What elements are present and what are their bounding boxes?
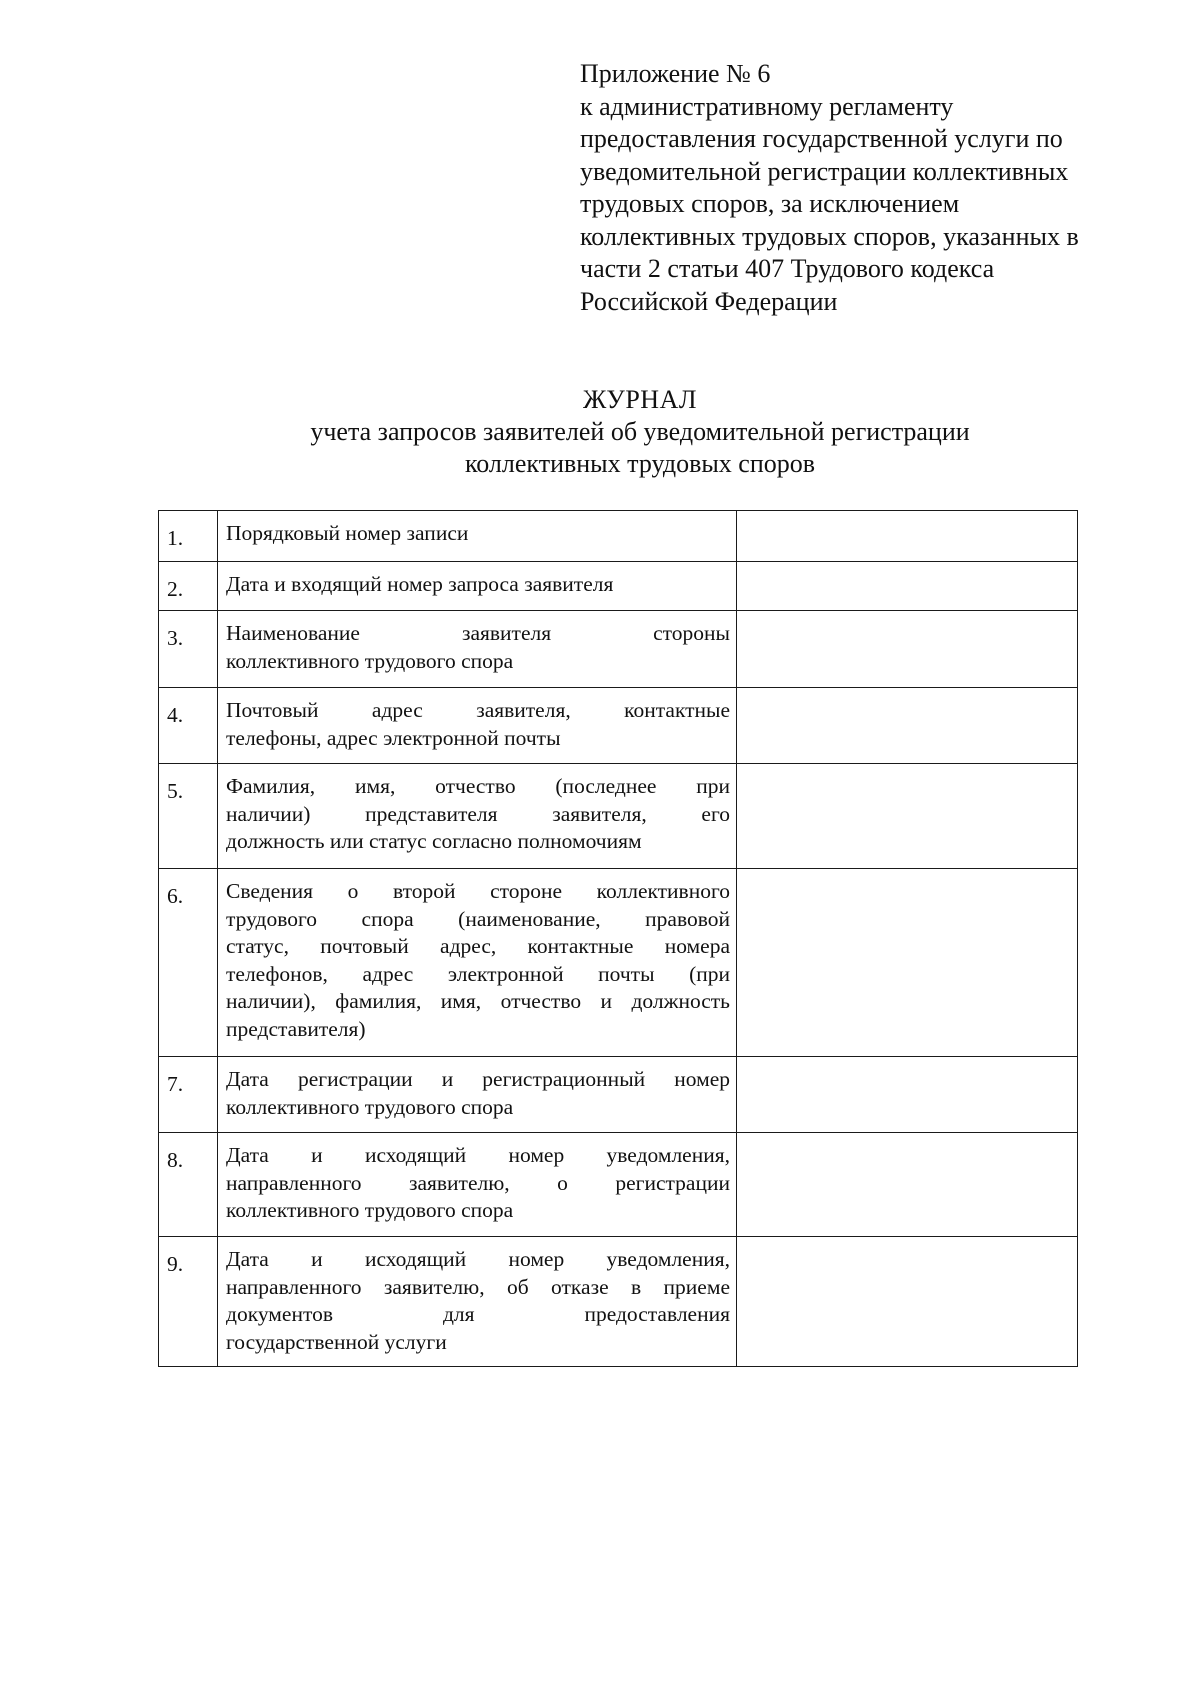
table-row xyxy=(159,1057,1078,1133)
row-number: 6. xyxy=(159,869,218,1057)
table-row xyxy=(159,611,1078,688)
table-row xyxy=(159,688,1078,764)
row-label-line: коллективного трудового спора xyxy=(226,648,514,673)
table-row xyxy=(159,511,1078,562)
row-label-line: должность или статус согласно полномочиям xyxy=(226,829,642,853)
appendix-line: уведомительной регистрации коллективных xyxy=(580,156,1069,186)
row-number: 5. xyxy=(159,764,218,869)
row-number: 7. xyxy=(159,1057,218,1133)
table-row xyxy=(159,1133,1078,1237)
row-label-line: Дата и исходящий номер уведомления, xyxy=(226,1143,730,1167)
row-label-line: коллективного трудового спора xyxy=(226,1094,514,1119)
journal-table xyxy=(158,510,1078,1367)
row-label xyxy=(218,764,737,869)
row-value-cell xyxy=(737,1237,1078,1367)
row-label xyxy=(218,562,737,611)
table-row xyxy=(159,1237,1078,1367)
row-value-cell xyxy=(737,1133,1078,1237)
row-label-line: направленного заявителю, об отказе в приеме xyxy=(226,1274,730,1299)
row-number: 1. xyxy=(159,511,218,562)
row-label-line: представителя) xyxy=(226,1016,366,1041)
row-value-cell xyxy=(737,511,1078,562)
row-label-line: Дата регистрации и регистрационный номер xyxy=(226,1067,730,1091)
row-label-line: Фамилия, имя, отчество (последнее при xyxy=(226,774,730,798)
row-label xyxy=(218,1133,737,1237)
row-value-cell xyxy=(737,611,1078,688)
row-number: 9. xyxy=(159,1237,218,1367)
row-value-cell xyxy=(737,1057,1078,1133)
appendix-line: предоставления государственной услуги по xyxy=(580,124,1063,153)
appendix-line: Российской Федерации xyxy=(580,286,838,316)
row-label xyxy=(218,869,737,1057)
appendix-line: части 2 статьи 407 Трудового кодекса xyxy=(580,254,995,283)
row-label xyxy=(218,511,737,562)
appendix-line: к административному регламенту xyxy=(580,91,954,121)
row-label-line: телефонов, адрес электронной почты (при xyxy=(226,961,730,986)
appendix-line: коллективных трудовых споров, указанных в xyxy=(580,221,1079,251)
row-label-line: Порядковый номер записи xyxy=(226,521,469,545)
row-label-line: документов для предоставления xyxy=(226,1302,730,1326)
appendix-line: трудовых споров, за исключением xyxy=(580,189,960,218)
row-value-cell xyxy=(737,688,1078,764)
row-label-line: Дата и исходящий номер уведомления, xyxy=(226,1247,730,1271)
row-label xyxy=(218,1237,737,1367)
row-label xyxy=(218,611,737,688)
appendix-note xyxy=(580,58,1140,318)
journal-heading: ЖУРНАЛ xyxy=(583,385,697,414)
row-number: 4. xyxy=(159,688,218,764)
row-label-line: трудового спора (наименование, правовой xyxy=(226,906,730,931)
row-number: 2. xyxy=(159,562,218,611)
table-row xyxy=(159,764,1078,869)
row-label-line: Наименование заявителя стороны xyxy=(226,621,730,645)
journal-subtitle-line-1: учета запросов заявителей об уведомительной регистрации xyxy=(310,417,970,446)
table-row xyxy=(159,869,1078,1057)
row-value-cell xyxy=(737,562,1078,611)
document-title xyxy=(0,384,1200,480)
row-label-line: Почтовый адрес заявителя, контактные xyxy=(226,698,730,722)
row-label-line: Дата и входящий номер запроса заявителя xyxy=(226,572,614,596)
row-number: 3. xyxy=(159,611,218,688)
row-value-cell xyxy=(737,869,1078,1057)
row-label xyxy=(218,1057,737,1133)
row-label-line: наличии) представителя заявителя, его xyxy=(226,801,730,826)
table-row xyxy=(159,562,1078,611)
row-label-line: наличии), фамилия, имя, отчество и должность xyxy=(226,989,730,1013)
row-label-line: телефоны, адрес электронной почты xyxy=(226,725,561,750)
row-label xyxy=(218,688,737,764)
row-label-line: коллективного трудового спора xyxy=(226,1198,514,1222)
appendix-line: Приложение № 6 xyxy=(580,59,771,88)
journal-subtitle-line-2: коллективных трудовых споров xyxy=(464,449,816,478)
row-value-cell xyxy=(737,764,1078,869)
row-label-line: направленного заявителю, о регистрации xyxy=(226,1170,730,1195)
row-label-line: статус, почтовый адрес, контактные номера xyxy=(226,934,730,958)
row-label-line: Сведения о второй стороне коллективного xyxy=(226,879,730,903)
row-number: 8. xyxy=(159,1133,218,1237)
row-label-line: государственной услуги xyxy=(226,1329,447,1354)
